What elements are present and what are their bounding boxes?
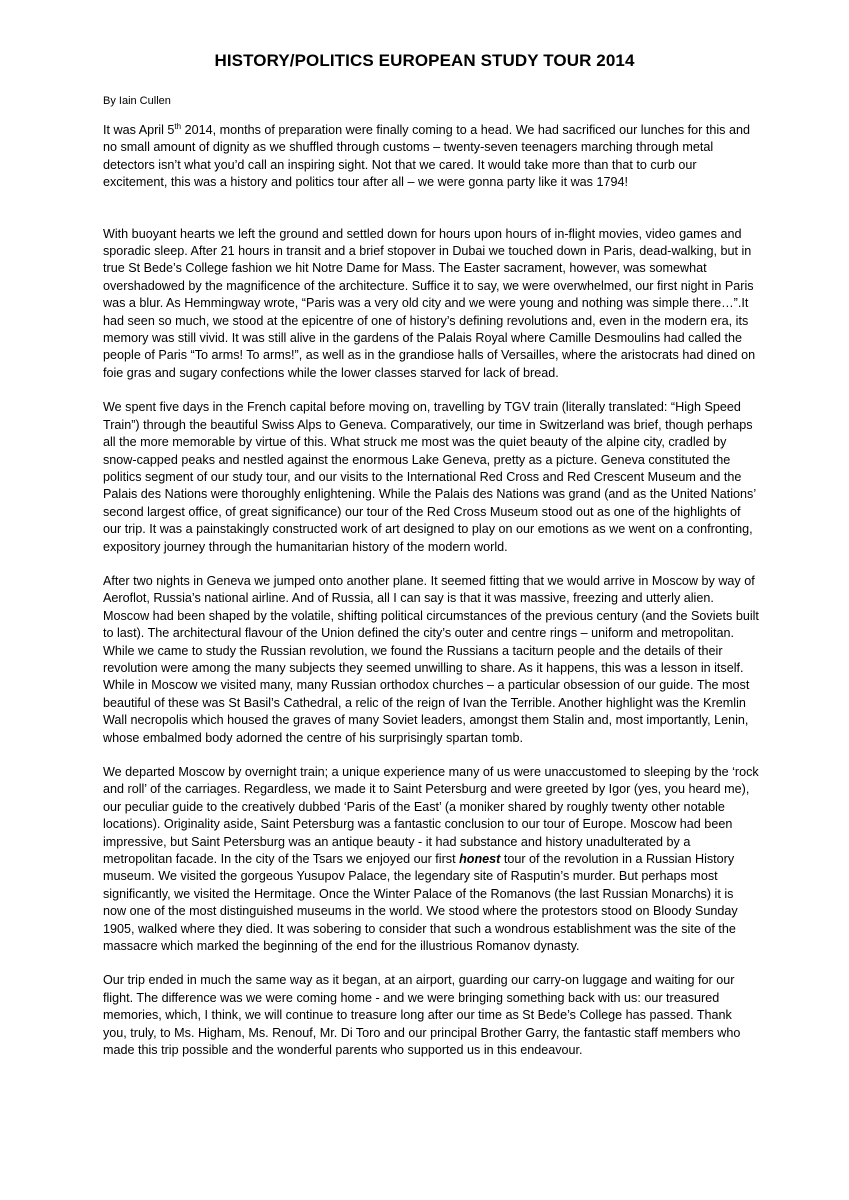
paragraph-moscow: After two nights in Geneva we jumped onto another plane. It seemed fitting that we would arrive in Moscow by way of Aeroflot, Russia’s national airline. And of Russia, all I can say is that it was massive, freezing and utterly alien. Moscow had been shaped by the volatile, shifting political circumstances of the previous century (and the Soviets built to last). The architectural flavour of the Union defined the city’s outer and centre rings – uniform and metropolitan. While we came to study the Russian revolution, we found the Russians a taciturn people and the details of their revolution were among the many subjects they seemed unwilling to share. As it happens, this was a lesson in itself. While in Moscow we visited many, many Russian orthodox churches – a particular obsession of our guide. The most beautiful of these was St Basil’s Cathedral, a relic of the reign of Ivan the Terrible. Another highlight was the Kremlin Wall necropolis which housed the graves of many Soviet leaders, amongst them Stalin and, most importantly, Lenin, whose embalmed body adorned the centre of his surprisingly spartan tomb.: [103, 573, 759, 745]
paragraph-spb-text-b: tour of the revolution in a Russian History museum. We visited the gorgeous Yusupov Palace, the legendary site of Rasputin’s murder. But perhaps most significantly, we visited the Hermitage. Once the Winter Palace of the Romanovs (the last Russian Monarchs) it is now one of the most distinguished museums in the world. We stood where the protestors stood on Bloody Sunday 1905, walked where they died. It was sobering to consider that such a wondrous establishment was the site of the massacre which marked the beginning of the end for the illustrious Romanov dynasty.: [103, 852, 738, 954]
paragraph-saint-petersburg: [103, 764, 759, 955]
page-title: HISTORY/POLITICS EUROPEAN STUDY TOUR 2014: [214, 51, 635, 70]
ordinal-suffix: th: [174, 121, 182, 131]
paragraph-intro: [103, 122, 759, 192]
paragraph-paris: With buoyant hearts we left the ground and settled down for hours upon hours of in-flight movies, video games and sporadic sleep. After 21 hours in transit and a brief stopover in Dubai we touched down in Paris, dead-walking, but in true St Bede’s College fashion we hit Notre Dame for Mass. The Easter sacrament, however, was somewhat overshadowed by the magnificence of the architecture. Suffice it to say, we were overwhelmed, our first night in Paris was a blur. As Hemmingway wrote, “Paris was a very old city and we were young and nothing was simple there…”.It had seen so much, we stood at the epicentre of one of history’s defining revolutions and, even in the modern era, its memory was still vivid. It was still alive in the gardens of the Palais Royal where Camille Desmoulins had called the people of Paris “To arms! To arms!”, as well as in the grandiose halls of Versailles, where the aristocrats had dined on foie gras and sugary confections while the lower classes starved for lack of bread.: [103, 226, 756, 380]
paragraph-spb-text-a: We departed Moscow by overnight train; a unique experience many of us were unaccustomed to sleeping by the ‘rock and roll’ of the carriages. Regardless, we made it to Saint Petersburg and were greeted by Igor (yes, you heard me), our peculiar guide to the creatively dubbed ‘Paris of the East’ (a moniker shared by roughly twenty other notable locations). Originality aside, Saint Petersburg was a fantastic conclusion to our tour of Europe. Moscow had been impressive, but Saint Petersburg was an antique beauty - it had substance and history unadulterated by a metropolitan facade. In the city of the Tsars we enjoyed our first: [103, 765, 759, 867]
emphasis-honest: honest: [459, 852, 501, 867]
paragraph-conclusion: Our trip ended in much the same way as it began, at an airport, guarding our carry-on luggage and waiting for our flight. The difference was we were coming home - and we were bringing something back with us: our treasured memories, which, I think, we will continue to treasure long after our time as St Bede’s College has passed. Thank you, truly, to Ms. Higham, Ms. Renouf, Mr. Di Toro and our principal Brother Garry, the fantastic staff members who made this trip possible and the wonderful parents who supported us in this endeavour.: [103, 973, 741, 1058]
paragraph-intro-text-a: It was April 5: [103, 123, 175, 137]
paragraph-geneva: We spent five days in the French capital before moving on, travelling by TGV train (literally translated: “High Speed Train”) through the beautiful Swiss Alps to Geneva. Comparatively, our time in Switzerland was brief, though perhaps all the more memorable by virtue of this. What struck me most was the quiet beauty of the alpine city, cradled by snow-capped peaks and nestled against the enormous Lake Geneva, pretty as a picture. Geneva constituted the politics segment of our study tour, and our visits to the International Red Cross and Red Crescent Museum and the Palais des Nations were thoroughly enlightening. While the Palais des Nations was grand (and as the United Nations’ second largest office, of great significance) our tour of the Red Cross Museum stood out as one of the highlights of our trip. It was a painstakingly constructed work of art designed to play on our emotions as we went on a confronting, expository journey through the humanitarian history of the modern world.: [103, 400, 756, 554]
byline: By Iain Cullen: [103, 95, 171, 107]
article-body: [103, 122, 759, 1077]
paragraph-intro-text-b: 2014, months of preparation were finally coming to a head. We had sacrificed our lunches for this and no small amount of dignity as we shuffled through customs – twenty-seven teenagers marching through metal detectors isn’t what you’d call an inspiring sight. Not that we cared. It would take more than that to curb our excitement, this was a history and politics tour after all – we were gonna party like it was 1794!: [103, 123, 750, 190]
